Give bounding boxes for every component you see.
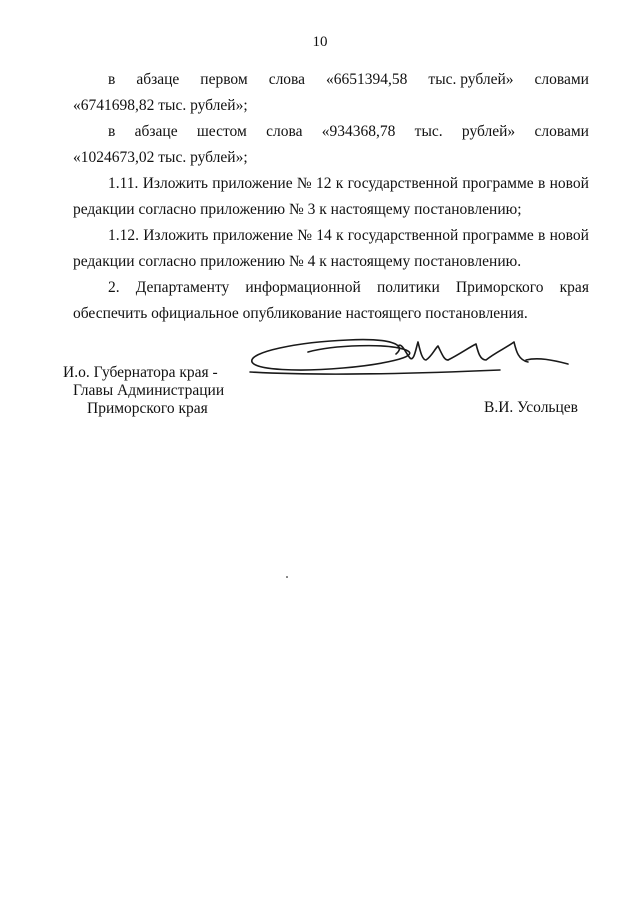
word: новой [549,227,589,244]
word: словами [534,71,589,88]
paragraph-1-line-1 [73,70,589,90]
word: тыс. рублей» [428,71,514,88]
word: абзаце [136,71,180,88]
word: Изложить [142,175,208,192]
word: рублей» [461,123,516,140]
signatory-name: В.И. Усольцев [484,399,578,416]
word: № [296,175,312,192]
word: Приморского [455,279,544,296]
paragraph-1-line-2: «6741698,82 тыс. рублей»; [73,97,248,114]
word: 1.11. [108,175,139,192]
word: политики [376,279,440,296]
word: к [336,227,344,244]
signatory-title-line-1: И.о. Губернатора края - [63,364,218,381]
paragraph-4-line-1 [73,226,589,246]
word: Департаменту [135,279,230,296]
word: 14 [316,227,332,244]
word: государственной [347,175,459,192]
word: в [538,227,546,244]
paragraph-2-line-2: «1024673,02 тыс. рублей»; [73,149,248,166]
word: приложение [212,175,293,192]
word: 2. [108,279,120,296]
word: программе [462,175,534,192]
paragraph-5-line-1 [73,278,589,298]
word: шестом [196,123,247,140]
word: абзаце [134,123,178,140]
word: в [108,71,116,88]
word: в [108,123,116,140]
paragraph-2-line-1 [73,122,589,142]
word: «6651394,58 [326,71,408,88]
word: слова [266,123,303,140]
word: № [297,227,313,244]
word: слова [268,71,306,88]
word: государственной [347,227,459,244]
handwritten-signature [238,330,574,382]
word: программе [462,227,534,244]
paragraph-5-line-2: обеспечить официальное опубликование настоящего постановления. [73,305,528,322]
word: новой [549,175,589,192]
word: края [559,279,589,296]
word: 12 [315,175,332,192]
word: словами [534,123,589,140]
page-number: 10 [312,34,328,50]
signatory-title-line-3: Приморского края [87,400,208,417]
word: «934368,78 [321,123,396,140]
word: первом [200,71,248,88]
word: в [537,175,546,192]
word: информационной [245,279,361,296]
word: к [335,175,344,192]
word: 1.12. [108,227,139,244]
word: приложение [212,227,294,244]
paragraph-3-line-1 [73,174,589,194]
paragraph-4-line-2: редакции согласно приложению № 4 к настоящему постановлению. [73,253,522,270]
speck [286,576,288,578]
word: Изложить [143,227,209,244]
paragraph-3-line-2: редакции согласно приложению № 3 к настоящему постановлению; [73,201,522,218]
word: тыс. [414,123,443,140]
signatory-title-line-2: Главы Администрации [73,382,225,399]
